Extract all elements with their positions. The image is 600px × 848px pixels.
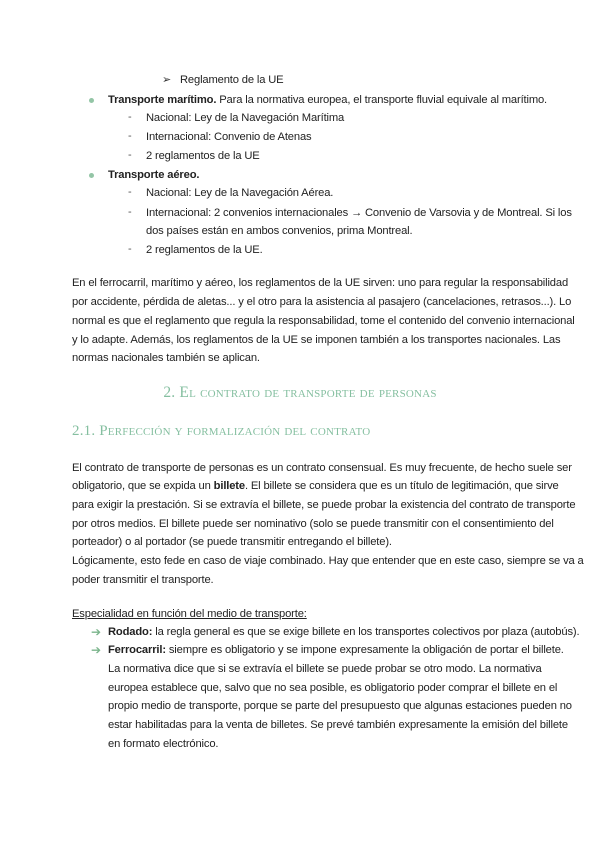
paragraph-line: porteador) o al portador (se puede transmitir entregando el billete). [72, 536, 392, 548]
dash-icon: - [128, 111, 132, 123]
text-fragment: . El billete se considera que es un título de legitimación, que sirve [244, 480, 559, 492]
paragraph-line: El contrato de transporte de personas es un contrato consensual. Es muy frecuente, de hecho suele ser [72, 462, 572, 474]
arrow-right-icon: ➔ [91, 643, 102, 657]
paragraph-line: estar habilitadas para la venta de billetes. Se prevé también expresamente la emisión del billete [108, 719, 568, 731]
paragraph-line: En el ferrocarril, marítimo y aéreo, los reglamentos de la UE sirven: uno para regular la responsabilidad [72, 277, 569, 289]
maritime-heading: Transporte marítimo. [108, 94, 217, 106]
paragraph-line: en formato electrónico. [108, 738, 219, 750]
ferrocarril-label: Ferrocarril: [108, 644, 166, 656]
rodado-line [108, 623, 579, 641]
list-item: Internacional: 2 convenios internacionales → Convenio de Varsovia y de Montreal. Si los [146, 207, 572, 219]
maritime-text: Para la normativa europea, el transporte fluvial equivale al marítimo. [216, 94, 548, 106]
specialty-title: Especialidad en función del medio de transporte: [72, 608, 307, 620]
list-item-continuation: dos países están en ambos convenios, prima Montreal. [146, 225, 413, 237]
subsection-title: 2.1. Perfección y formalización del contrato [72, 423, 371, 439]
billete-term: billete [213, 480, 245, 492]
section-title: 2. El contrato de transporte de personas [163, 384, 437, 401]
dash-icon: - [128, 243, 132, 255]
rodado-label: Rodado: [108, 626, 153, 638]
list-item: Nacional: Ley de la Navegación Aérea. [146, 187, 334, 199]
list-item: Nacional: Ley de la Navegación Marítima [146, 112, 345, 124]
paragraph-line: normal es que el reglamento que regula la responsabilidad, tome el contenido del convenio internacional [72, 315, 575, 327]
paragraph-line: propio medio de transporte, porque se parte del presupuesto que algunas estaciones pueden no [108, 700, 572, 712]
dash-icon: - [128, 130, 132, 142]
paragraph-line [72, 477, 559, 495]
dash-icon: - [128, 149, 132, 161]
air-heading: Transporte aéreo. [108, 169, 200, 181]
paragraph-line: y lo adapte. Además, los reglamentos de la UE se imponen también a los transportes nacionales. Las [72, 334, 561, 346]
bullet-dot-icon [89, 173, 94, 178]
ue-regulation-item: Reglamento de la UE [180, 74, 284, 86]
list-item: 2 reglamentos de la UE. [146, 244, 263, 256]
paragraph-line: por accidente, pérdida de aletas... y el otro para la asistencia al pasajero (cancelaciones, retrasos...). Lo [72, 296, 572, 308]
paragraph-line: normas nacionales también se aplican. [72, 352, 260, 364]
ferrocarril-text: siempre es obligatorio y se impone expresamente la obligación de portar el billete. [165, 644, 564, 656]
arrow-bullet-icon: ➢ [162, 74, 172, 86]
ferrocarril-line [108, 641, 564, 659]
text-fragment: obligatorio, que se expida un [72, 480, 214, 492]
paragraph-line: poder transmitir el transporte. [72, 574, 214, 586]
paragraph-line: por otros medios. El billete puede ser nominativo (solo se puede transmitir con el consentimiento del [72, 518, 554, 530]
rodado-text: la regla general es que se exige billete en los transportes colectivos por plaza (autobús). [152, 626, 580, 638]
paragraph-line: Lógicamente, esto fede en caso de viaje combinado. Hay que entender que en este caso, siempre se va a [72, 555, 584, 567]
maritime-line [108, 91, 547, 109]
list-item: Internacional: Convenio de Atenas [146, 131, 312, 143]
paragraph-line: La normativa dice que si se extravía el billete se puede probar se otro modo. La normativa [108, 663, 542, 675]
list-item: 2 reglamentos de la UE [146, 150, 260, 162]
dash-icon: - [128, 186, 132, 198]
paragraph-line: para exigir la prestación. Si se extravía el billete, se puede probar la existencia del contrato de transporte [72, 499, 576, 511]
bullet-dot-icon [89, 98, 94, 103]
paragraph-line: europea establece que, salvo que no sea posible, es obligatorio poder comprar el billete en el [108, 682, 558, 694]
arrow-right-icon: ➔ [91, 625, 102, 639]
dash-icon: - [128, 206, 132, 218]
